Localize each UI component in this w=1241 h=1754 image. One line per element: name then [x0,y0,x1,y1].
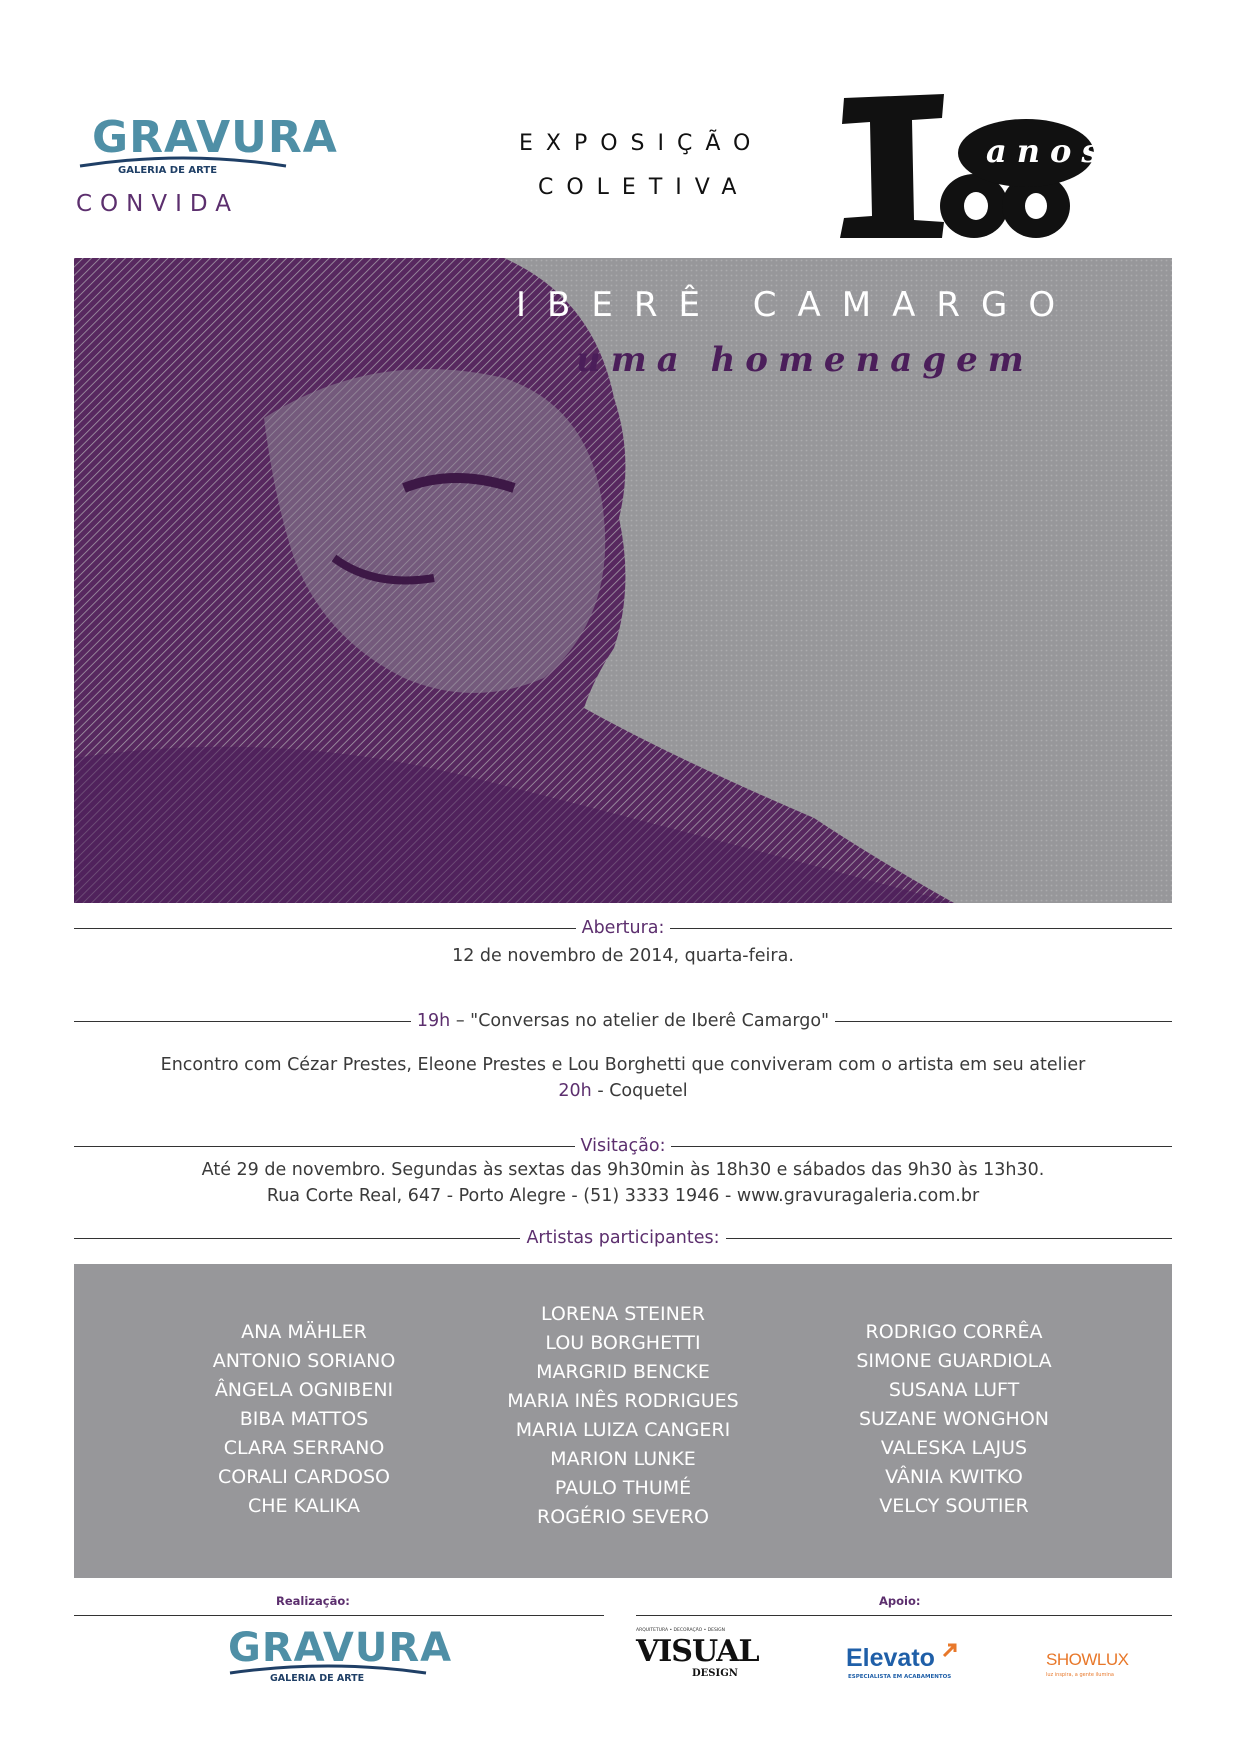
artists-column-2 [478,1300,768,1532]
elevato-arrow-icon [942,1642,958,1658]
visit-heading: Visitação: [575,1136,672,1156]
artists-heading-rule [74,1228,1172,1248]
visual-design-tagline: ARQUITETURA • DECORAÇÃO • DESIGN [636,1628,726,1633]
artist-name: SUSANA LUFT [888,1379,1020,1401]
footer-gravura-word: GRAVURA [228,1625,453,1671]
artist-name: VALESKA LAJUS [880,1437,1028,1459]
elevato-word: Elevato [846,1644,935,1672]
visual-design-logo [636,1628,759,1688]
talk-title: – "Conversas no atelier de Iberê Camargo" [455,1011,830,1031]
gravura-logo-wordmark: GRAVURA [92,112,338,163]
badge-word: anos [986,132,1110,170]
visit-address: Rua Corte Real, 647 - Porto Alegre - (51) 3333 1946 - www.gravuragaleria.com.br [266,1186,980,1206]
artists-panel [74,1264,1172,1578]
showlux-logo [1046,1650,1166,1690]
visit-heading-rule [74,1136,1172,1156]
artist-name: MARIA LUIZA CANGERI [515,1419,731,1441]
showlux-word: SHOWLUX [1046,1650,1129,1669]
artist-name: LORENA STEINER [540,1303,705,1325]
invite-text: CONVIDA [76,191,239,217]
artist-name: BIBA MATTOS [239,1408,369,1430]
cocktail-label: - Coquetel [597,1081,688,1101]
hero-subtitle: uma homenagem [576,340,1034,380]
artists-heading: Artistas participantes: [520,1228,725,1248]
artists-column-3 [814,1318,1094,1521]
visual-design-word: VISUAL [636,1634,759,1669]
artist-name: CHE KALIKA [247,1495,361,1517]
hundred-years-badge [826,88,1110,243]
footer-gravura-sub: GALERIA DE ARTE [270,1673,365,1684]
elevato-logo [846,1644,966,1694]
exhibition-line-1: EXPOSIÇÃO [519,131,764,156]
talk-heading-rule [74,1011,1172,1031]
talk-time: 19h [416,1011,451,1031]
artist-name: ANA MÄHLER [241,1321,367,1343]
artist-name: SIMONE GUARDIOLA [856,1350,1052,1372]
artist-name: CLARA SERRANO [223,1437,385,1459]
hero-title: IBERÊ CAMARGO [516,285,1077,325]
opening-date: 12 de novembro de 2014, quarta-feira. [452,946,794,966]
talk-description: Encontro com Cézar Prestes, Eleone Prestes e Lou Borghetti que conviveram com o artista em seu atelier [160,1055,1086,1075]
realization-label: Realização: [276,1594,350,1608]
artist-name: VÂNIA KWITKO [885,1466,1023,1488]
artist-name: LOU BORGHETTI [545,1332,701,1354]
artist-name: ANTONIO SORIANO [212,1350,396,1372]
support-rule [636,1615,1172,1616]
opening-heading: Abertura: [576,918,671,938]
artist-name: ÂNGELA OGNIBENI [214,1379,394,1401]
realization-rule [74,1615,604,1616]
visit-hours: Até 29 de novembro. Segundas às sextas das 9h30min às 18h30 e sábados das 9h30 às 13h30. [201,1160,1045,1180]
artist-name: MARION LUNKE [550,1448,696,1470]
badge-number [826,88,828,89]
artist-name: VELCY SOUTIER [879,1495,1029,1517]
artist-name: PAULO THUMÉ [554,1477,692,1499]
artist-name: ROGÉRIO SEVERO [537,1506,709,1528]
elevato-sub: ESPECIALISTA EM ACABAMENTOS [848,1674,952,1680]
opening-heading-rule [74,918,1172,938]
artist-name: MARIA INÊS RODRIGUES [507,1390,739,1412]
showlux-sub: luz inspira, a gente ilumina [1046,1672,1114,1678]
artist-name: SUZANE WONGHON [858,1408,1050,1430]
artist-name: MARGRID BENCKE [536,1361,710,1383]
artist-name: CORALI CARDOSO [218,1466,390,1488]
gravura-logo-subtitle: GALERIA DE ARTE [118,165,218,176]
artists-column-1 [174,1318,434,1521]
support-label: Apoio: [879,1594,921,1608]
cocktail-line [74,1081,1172,1101]
visual-design-sub: DESIGN [692,1668,738,1679]
cocktail-time: 20h [558,1081,592,1101]
exhibition-line-2: COLETIVA [538,175,750,200]
footer-gravura-logo [228,1625,453,1685]
artist-name: RODRIGO CORRÊA [865,1321,1043,1343]
